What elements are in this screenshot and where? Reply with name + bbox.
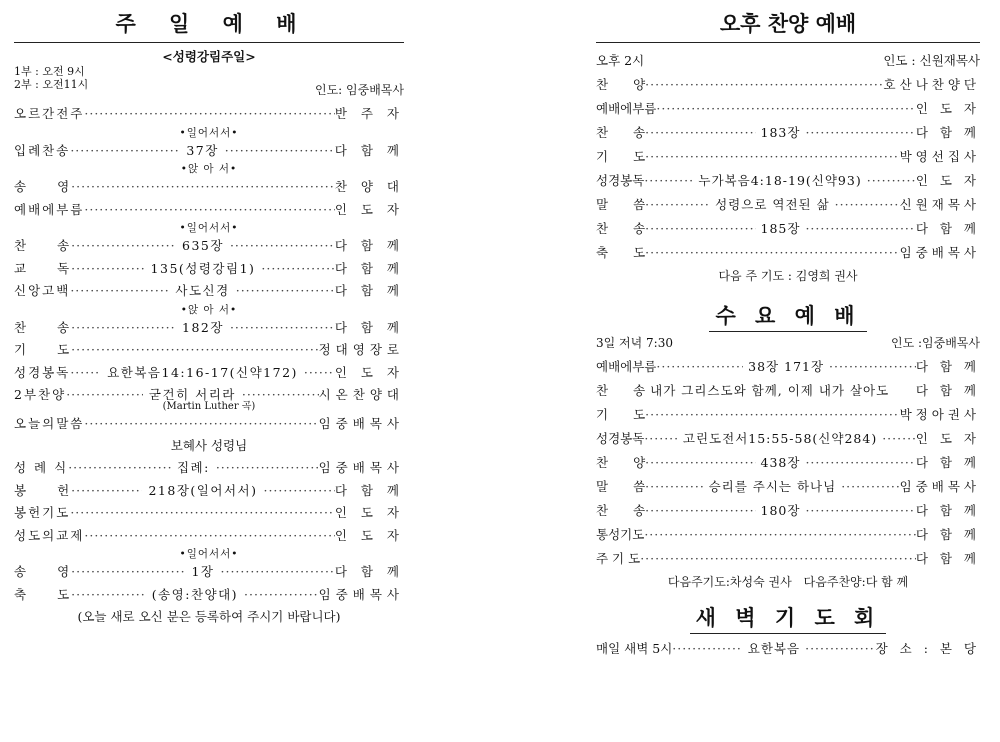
sunday-worship-column (14, 0, 404, 628)
order-person: 다 함 께 (915, 359, 980, 374)
wednesday-time: 3일 저녁 7:30 (596, 336, 673, 350)
order-row (596, 427, 980, 451)
order-person: 박정아권사 (899, 407, 980, 422)
order-row (596, 121, 980, 145)
leader-dots (221, 561, 335, 584)
order-content: 218장(일어서서) (148, 482, 258, 498)
order-person: 다 함 께 (915, 125, 980, 140)
order-label: 축 도 (596, 245, 646, 260)
order-label: 성경봉독 (14, 364, 71, 380)
order-row (14, 280, 404, 303)
order-label: 찬 송 (14, 319, 72, 335)
leader-dots (230, 317, 335, 340)
order-content: 승리를 주시는 하나님 (708, 479, 837, 494)
leader-dots (645, 193, 710, 217)
order-person: 신원재목사 (899, 197, 980, 212)
service-2-time: 2부 : 오전11시 (14, 78, 89, 91)
sunday-worship-title: 주 일 예 배 (14, 0, 404, 43)
order-row (596, 97, 980, 121)
posture-note: •일어서서• (179, 548, 239, 560)
order-row (596, 499, 980, 523)
order-content: 438장 (760, 455, 801, 470)
afternoon-next-prayer: 다음 주 기도 : 김영희 권사 (718, 269, 858, 283)
order-person: 다 함 께 (334, 564, 404, 579)
leader-dots (645, 475, 703, 499)
order-content: 183장 (760, 125, 801, 140)
order-row (596, 217, 980, 241)
leader-dots (236, 280, 335, 303)
leader-dots (70, 140, 180, 163)
order-label: 교 독 (14, 260, 72, 276)
leader-dots (645, 241, 899, 265)
service-times (14, 65, 404, 97)
weekday-worship-column (596, 0, 980, 661)
order-row (596, 145, 980, 169)
order-row (14, 339, 404, 362)
order-person: 반 주 자 (334, 106, 404, 121)
order-row (14, 103, 404, 126)
order-person: 임중배목사 (318, 586, 404, 602)
leader-dots (71, 561, 185, 584)
sunday-subtitle: <성령강림주일> (162, 49, 256, 64)
order-label: 찬 양 (596, 455, 646, 470)
leader-dots (882, 427, 916, 451)
leader-dots (867, 169, 916, 193)
dawn-time: 매일 새벽 5시 (596, 641, 673, 656)
order-content: 180장 (760, 503, 801, 518)
order-label: 봉헌기도 (14, 505, 71, 520)
leader-dots (645, 217, 755, 241)
order-label: 기 도 (14, 342, 72, 357)
leader-dots (70, 502, 335, 525)
order-row (14, 480, 404, 503)
order-label: 신앙고백 (14, 283, 71, 298)
order-person: 다 함 께 (334, 283, 404, 298)
leader-dots (644, 427, 678, 451)
order-person: 다 함 께 (915, 527, 980, 542)
order-row (14, 413, 404, 436)
leader-dots (644, 169, 693, 193)
order-label: 입례찬송 (14, 142, 71, 158)
order-row (14, 317, 404, 340)
center-text: (오늘 새로 오신 분은 등록하여 주시기 바랍니다) (77, 609, 341, 624)
order-person: 인 도 자 (915, 431, 980, 446)
afternoon-leader: 인도 : 신원재목사 (883, 53, 980, 68)
leader-dots (805, 121, 915, 145)
order-row (596, 379, 980, 403)
order-row (596, 169, 980, 193)
order-label: 찬 송 (596, 503, 646, 518)
posture-note: •앉 아 서• (180, 163, 238, 175)
order-person: 다 함 께 (915, 455, 980, 470)
leader-dots (829, 355, 916, 379)
order-row (596, 193, 980, 217)
order-person: 다 함 께 (915, 503, 980, 518)
order-person: 다 함 께 (334, 482, 404, 498)
leader-dots (84, 199, 334, 222)
order-row (14, 457, 404, 480)
order-label: 통성기도 (596, 527, 645, 542)
leader-dots (640, 547, 916, 571)
order-label: 찬 송 (596, 383, 646, 398)
posture-note: •앉 아 서• (180, 303, 238, 316)
order-content: 38장 171장 (748, 359, 825, 374)
order-person: 다 함 께 (334, 142, 404, 158)
order-label: 예배에부름 (596, 359, 657, 374)
order-person: 인 도 자 (915, 173, 980, 188)
order-person: 다 함 께 (334, 319, 404, 335)
leader-dots (84, 103, 334, 126)
order-person: 인 도 자 (334, 505, 404, 520)
order-row (14, 502, 404, 525)
leader-dots (645, 403, 899, 427)
order-label: 송 영 (14, 564, 72, 579)
order-row (14, 362, 404, 385)
order-label: 성경봉독 (596, 173, 645, 188)
leader-dots (841, 475, 899, 499)
leader-dots (84, 525, 334, 548)
order-row (14, 176, 404, 199)
order-content: 37장 (186, 142, 219, 158)
order-person: 임중배목사 (318, 460, 404, 475)
leader-dots (304, 362, 335, 385)
order-person: 인 도 자 (334, 364, 404, 380)
composer-note: (Martin Luther 곡) (162, 400, 256, 412)
leader-dots (71, 480, 142, 503)
posture-note: •일어서서• (179, 222, 239, 234)
order-label: 성도의교제 (14, 527, 85, 543)
leader-dots (68, 457, 171, 480)
order-content: 집례: (176, 460, 210, 475)
order-row (14, 199, 404, 222)
wednesday-leader: 인도 :임중배목사 (890, 336, 980, 350)
dawn-scripture: 요한복음 (747, 641, 801, 656)
order-label: 찬 송 (596, 221, 646, 236)
leader-dots (71, 235, 176, 258)
leader-dots (645, 145, 899, 169)
order-row (14, 525, 404, 548)
leader-dots (835, 193, 900, 217)
leader-dots (66, 384, 143, 407)
order-row (596, 73, 980, 97)
order-label: 기 도 (596, 407, 646, 422)
order-content: 누가복음4:18-19(신약93) (698, 173, 862, 188)
leader-dots (644, 523, 916, 547)
order-row (596, 475, 980, 499)
leader-dots (71, 584, 146, 607)
leader-dots (656, 97, 915, 121)
sunday-leader: 인도: 임중배목사 (314, 83, 404, 97)
leader-dots (71, 258, 144, 281)
order-row (596, 355, 980, 379)
order-content: 635장 (182, 238, 224, 253)
order-label: 찬 양 (596, 77, 646, 92)
wednesday-order-list (596, 355, 980, 571)
dawn-prayer-row (596, 637, 980, 661)
order-person: 인 도 자 (915, 101, 980, 116)
order-row (14, 140, 404, 163)
order-person: 임중배목사 (899, 479, 980, 494)
order-row (14, 235, 404, 258)
leader-dots (225, 140, 335, 163)
order-person: 인 도 자 (334, 527, 404, 543)
dawn-prayer-title: 새 벽 기 도 회 (596, 603, 980, 633)
order-person: 임중배목사 (899, 245, 980, 260)
leader-dots (244, 584, 319, 607)
order-row (596, 451, 980, 475)
sunday-order-list (14, 103, 404, 628)
order-person: 임중배목사 (318, 415, 404, 431)
wednesday-time-row (596, 331, 980, 355)
wednesday-worship-title: 수 요 예 배 (596, 301, 980, 331)
order-label: 봉 헌 (14, 482, 72, 498)
leader-dots (71, 176, 335, 199)
dawn-location: 장 소 : 본 당 (875, 641, 980, 656)
order-row (596, 523, 980, 547)
order-row (14, 258, 404, 281)
leader-dots (70, 362, 101, 385)
order-content: 내가 그리스도와 함께, 이제 내가 살아도 (650, 383, 890, 398)
leader-dots (805, 217, 915, 241)
order-label: 기 도 (596, 149, 646, 164)
order-label: 주 기 도 (596, 551, 641, 566)
order-label: 성경봉독 (596, 431, 645, 446)
leader-dots (216, 457, 319, 480)
afternoon-time: 오후 2시 (596, 53, 645, 68)
leader-dots (230, 235, 335, 258)
order-content: 성령으로 역전된 삶 (715, 197, 830, 212)
order-person: 다 함 께 (915, 551, 980, 566)
order-content: (송영:찬양대) (151, 586, 239, 602)
order-content: 135(성령강림1) (150, 260, 256, 276)
order-label: 말 씀 (596, 479, 646, 494)
order-content: 요한복음14:16-17(신약172) (107, 364, 298, 380)
service-1-time: 1부 : 오전 9시 (14, 65, 85, 78)
afternoon-order-list (596, 73, 980, 265)
order-person: 다 함 께 (334, 238, 404, 253)
leader-dots (263, 480, 334, 503)
order-content: 182장 (182, 319, 224, 335)
leader-dots (261, 258, 334, 281)
order-label: 예배에부름 (596, 101, 657, 116)
order-label: 송 영 (14, 179, 72, 194)
order-person: 다 함 께 (915, 383, 980, 398)
order-person: 시온찬양대 (318, 387, 404, 402)
order-label: 예배에부름 (14, 201, 85, 217)
order-person: 인 도 자 (334, 201, 404, 217)
order-label: 오늘의말씀 (14, 415, 85, 431)
order-content: 1장 (191, 564, 215, 579)
order-person: 정대영장로 (318, 342, 404, 357)
order-person: 다 함 께 (334, 260, 404, 276)
leader-dots (70, 280, 169, 303)
order-label: 찬 송 (596, 125, 646, 140)
leader-dots (71, 317, 176, 340)
order-label: 축 도 (14, 586, 72, 602)
leader-dots (84, 413, 318, 436)
order-person: 찬 양 대 (334, 179, 404, 194)
leader-dots (645, 451, 755, 475)
order-content: 185장 (760, 221, 801, 236)
order-label: 2부찬양 (14, 387, 67, 402)
leader-dots (645, 499, 755, 523)
afternoon-worship-title: 오후 찬양 예배 (596, 0, 980, 43)
leader-dots (645, 121, 755, 145)
wednesday-next-info: 다음주기도:차성숙 권사 다음주찬양:다 함 께 (667, 575, 909, 589)
order-row (14, 561, 404, 584)
center-text: 보혜사 성령님 (170, 438, 248, 453)
leader-dots (645, 73, 883, 97)
order-person: 박영선집사 (899, 149, 980, 164)
order-person: 호산나찬양단 (883, 77, 980, 92)
leader-dots (805, 499, 915, 523)
posture-note: •일어서서• (179, 126, 239, 139)
leader-dots (805, 451, 915, 475)
leader-dots (71, 339, 318, 362)
order-label: 오르간전주 (14, 106, 85, 121)
order-content: 고린도전서15:55-58(신약284) (682, 431, 878, 446)
order-row (14, 584, 404, 607)
order-content: 굳건히 서리라 (148, 387, 236, 402)
order-row (596, 241, 980, 265)
order-label: 말 씀 (596, 197, 646, 212)
order-content: 사도신경 (175, 283, 230, 298)
afternoon-time-row (596, 49, 980, 73)
order-row (596, 547, 980, 571)
order-label: 성 례 식 (14, 460, 69, 475)
order-person: 다 함 께 (915, 221, 980, 236)
leader-dots (656, 355, 743, 379)
order-row (596, 403, 980, 427)
order-label: 찬 송 (14, 238, 72, 253)
